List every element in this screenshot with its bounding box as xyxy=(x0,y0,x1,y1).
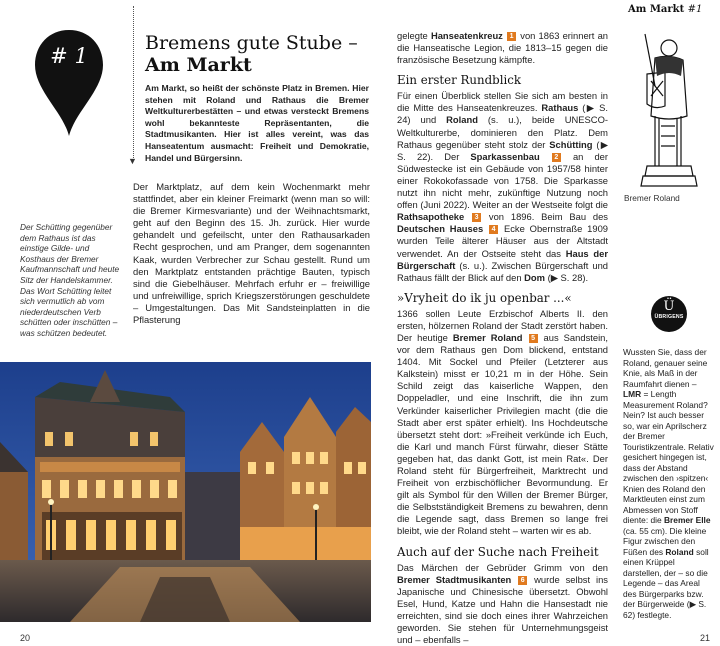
uebrigens-badge xyxy=(651,296,687,332)
vryheit-paragraph: 1366 sollen Leute Erzbischof Alberts II. den ersten, hölzernen Roland der Stadt zerstört haben. Der heutige Bremer Roland 5 aus Sandstein, vor dem Rathaus gen Dom blickend, entstand 1404. Mit Sockel und Pfeiler (Letzterer aus Kalkstein) misst er 10,21 m in der Höhe. Sein Schild zeigt das kaiserliche Wappen, den Doppeladler, und eine Inschrift, die ihn zum Verkünder kaiserlicher Privilegien macht (die die Stadt aber erst später erhielt). Ins Hochdeutsche übersetzt steht dort: »Freiheit verkünde ich Euch, die Karl und manch Fürst fürwahr, dieser Stätte gegeben hat, das dankt Gott, ist mein Rat«. Der Roland steht für Bürgerfreiheit, Marktrecht und Freiheit von erzbischöflicher Bevormundung. Er gilt als Symbol für den Willen der Bremer Bürger, die Selbstständigkeit Bremens zu bewahren, denn die Legende sagt, dass Bremen so lange frei bleibt, wie der Roland steht – warten wir es ab. xyxy=(397,307,608,537)
map-marker-1: 1 xyxy=(507,32,516,41)
roland-statue-illustration xyxy=(625,26,700,191)
map-marker-2: 2 xyxy=(552,153,561,162)
map-marker-5: 5 xyxy=(529,334,538,343)
rundblick-paragraph: Für einen Überblick stellen Sie sich am besten in die Mitte des Hanseatenkreuzes. Rathaus (▶ S. 24) und Roland (s. u.), beide UNESCO-Weltkulturerbe, dominieren den Platz. Dem Rathaus gegenüber steht stolz der Schütting (▶ S. 22). Der Sparkassenbau 2 an der Südwestecke ist ein Gebäude von 1957/58 hinter einer Rokokofassade von 1758. Die Sparkasse nutzt ihn nicht mehr, zukünftige Nutzung noch offen (Juni 2022). Weiter an der Westseite folgt die Rathsapotheke 3 von 1896. Beim Bau des Deutschen Hauses 4 Ecke Obernstraße 1909 wurden Teile älterer Häuser aus der Altstadt verwendet. An der Ostseite steht das Haus der Bürgerschaft (s. u.). Zwischen Bürgerschaft und Rathaus fällt der Blick auf den Dom (▶ S. 28). xyxy=(397,90,609,283)
badge-letter: Ü xyxy=(663,299,675,314)
dotted-divider xyxy=(133,6,134,158)
heading-rundblick: Ein erster Rundblick xyxy=(397,73,521,88)
market-square-photo xyxy=(0,362,371,622)
page-number-left: 20 xyxy=(20,633,31,643)
hanseatenkreuz-paragraph: gelegte Hanseatenkreuz 1 von 1863 erinnert an die Hanseatische Legion, die 1813–15 gegen die französische Besetzung kämpfte. xyxy=(397,30,609,66)
divider-arrow-icon: ▼ xyxy=(128,156,137,166)
marker-label: # 1 xyxy=(50,44,88,68)
running-header: Am Markt #1 xyxy=(628,4,703,15)
map-marker-4: 4 xyxy=(489,225,498,234)
map-marker-3: 3 xyxy=(472,213,481,222)
page-number-right: 21 xyxy=(700,633,711,643)
badge-word: ÜBRIGENS xyxy=(654,314,684,320)
map-marker-6: 6 xyxy=(518,576,527,585)
intro-paragraph: Am Markt, so heißt der schönste Platz in Bremen. Hier stehen mit Roland und Rathaus die Bremer Weltkulturerbestätten – und etwas versteckt Bremens wohl bekannteste Repräsentanten, die Stadtmusikanten. Hier ist alles vereint, was das Hanseatentum ausmacht: Freiheit und Demokratie, Handel und Bürgersinn. xyxy=(145,83,369,163)
column-middle xyxy=(397,30,608,646)
roland-caption: Bremer Roland xyxy=(624,193,680,203)
heading-vryheit: »Vryheit do ik ju openbar ...« xyxy=(397,290,572,305)
markt-paragraph: Der Marktplatz, auf dem kein Wochenmarkt mehr stattfindet, aber ein kleiner Freimarkt (wenn man so will: die Bremer Kirmesvariante) und der Weihnachtsmarkt, geht auf den Beginn des 15. Jh. zurück. Hier wurde gehandelt und gefeilscht, unter den Rathausarkaden Recht gesprochen, und am Pranger, dem sogenannten Kaak, wurden Verbrecher zur Schau gestellt. Rund um den Marktplatz entstanden prächtige Bauten, typisch sind die Giebelhäuser. Mehrfach erfuhr er – freiwillige und unfreiwillige, sprich Kriegszerstörungen geschuldete – Umgestaltungen. Das Mit Sandsteinplatten in die Pflasterung xyxy=(133,181,370,326)
title-line-1: Bremens gute Stube – xyxy=(145,32,358,54)
suche-paragraph: Das Märchen der Gebrüder Grimm von den Bremer Stadtmusikanten 6 wurde selbst ins Japanische und Chinesische übersetzt. Obwohl Esel, Hund, Katze und Hahn die Hansestadt nie erreichten, sind sie doch eines ihrer Wahrzeichen geworden. Sie stehen für Unternehmungsgeist und – ebenfalls – xyxy=(397,561,608,646)
title-line-2: Am Markt xyxy=(145,54,252,76)
uebrigens-text: Wussten Sie, dass der Roland, genauer seine Knie, als Maß in der Raumfahrt dienen – LMR = Length Measurement Roland? Nein? Ist auch besser so, war ein Aprilscherz der Bremer Touristikzentrale. Relativ gesichert hingegen ist, dass der Abstand zwischen den ›spitzen‹ Knien des Roland den Marktleuten einst zum Abmessen von Stoff diente: die Bremer Elle (ca. 55 cm). Die kleine Figur zwischen den Füßen des Roland soll einen Krüppel darstellen, der – so die Legende – das Areal des Bürgerparks bzw. der Bürgerweide (▶ S. 62) festlegte. xyxy=(623,347,714,620)
page-title xyxy=(145,32,360,76)
heading-suche: Auch auf der Suche nach Freiheit xyxy=(397,544,599,559)
side-note: Der Schütting gegenüber dem Rathaus ist das einstige Gilde- und Kosthaus der Bremer Kaufmannschaft und heute Sitz der Handelskammer. Das Wort Schütting leitet sich vermutlich ab vom niederdeutschen Verb schütten oder inschütten – was schützen bedeutet. xyxy=(20,222,120,338)
